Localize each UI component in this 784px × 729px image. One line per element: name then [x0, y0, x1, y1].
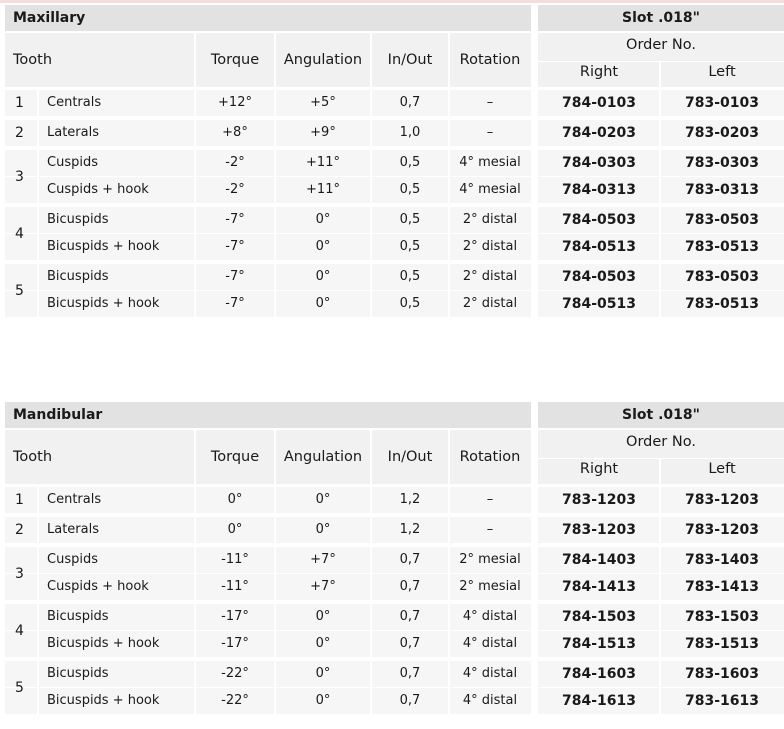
order-row	[538, 207, 784, 233]
column-divider	[659, 234, 661, 260]
header-torque: Torque	[210, 52, 260, 68]
column-divider	[274, 33, 276, 87]
order-row	[538, 90, 784, 116]
tooth-name: Cuspids + hook	[47, 579, 149, 594]
tooth-number: 1	[15, 95, 24, 111]
order-right: 783-1203	[562, 522, 636, 538]
column-divider	[659, 661, 661, 687]
column-divider	[448, 547, 450, 573]
header-inout: In/Out	[387, 52, 433, 68]
torque-value: -2°	[225, 155, 245, 170]
column-divider	[659, 604, 661, 630]
order-row	[538, 291, 784, 317]
section-title: Mandibular	[5, 402, 531, 428]
column-divider	[659, 631, 661, 657]
order-left: 783-1203	[685, 492, 759, 508]
order-left: 783-0513	[685, 296, 759, 312]
torque-value: 0°	[227, 492, 243, 507]
order-left: 783-1513	[685, 636, 759, 652]
tooth-name: Laterals	[47, 522, 99, 537]
inout-value: 0,7	[399, 693, 421, 708]
column-divider	[448, 90, 450, 116]
tooth-number: 4	[15, 623, 24, 639]
column-divider	[274, 291, 276, 317]
column-divider	[448, 177, 450, 203]
torque-value: -7°	[225, 296, 245, 311]
header-order-no: Order No.	[626, 37, 696, 53]
header-left: Left	[708, 64, 736, 80]
table-row	[5, 547, 531, 573]
tooth-name: Bicuspids	[47, 666, 109, 681]
order-header	[538, 430, 784, 484]
table-row	[5, 517, 531, 543]
angulation-value: 0°	[315, 609, 331, 624]
column-divider	[370, 517, 372, 543]
angulation-value: 0°	[315, 269, 331, 284]
column-divider	[274, 688, 276, 714]
top-rule	[0, 0, 784, 3]
column-divider	[448, 487, 450, 513]
column-divider	[448, 631, 450, 657]
column-divider	[274, 177, 276, 203]
rotation-value: 4° distal	[462, 666, 518, 681]
column-divider	[370, 177, 372, 203]
tooth-name: Cuspids	[47, 155, 98, 170]
column-divider	[659, 487, 661, 513]
order-right: 784-0313	[562, 182, 636, 198]
inout-value: 0,7	[399, 95, 421, 110]
tooth-number: 5	[15, 680, 24, 696]
column-divider	[370, 430, 372, 484]
tooth-name: Bicuspids	[47, 212, 109, 227]
column-divider	[274, 661, 276, 687]
angulation-value: 0°	[315, 212, 331, 227]
angulation-value: 0°	[315, 636, 331, 651]
order-left: 783-0513	[685, 239, 759, 255]
column-divider	[274, 604, 276, 630]
torque-value: -7°	[225, 212, 245, 227]
rotation-value: 4° distal	[462, 636, 518, 651]
column-divider	[370, 574, 372, 600]
tooth-number: 1	[15, 492, 24, 508]
inout-value: 0,7	[399, 609, 421, 624]
column-divider	[370, 150, 372, 176]
column-divider	[370, 234, 372, 260]
angulation-value: +7°	[310, 579, 336, 594]
torque-value: -7°	[225, 239, 245, 254]
tooth-number: 2	[15, 522, 24, 538]
table-row	[5, 688, 531, 714]
tooth-name: Bicuspids	[47, 609, 109, 624]
header-inout: In/Out	[387, 449, 433, 465]
column-divider	[37, 487, 39, 513]
order-left: 783-1203	[685, 522, 759, 538]
tooth-name: Bicuspids	[47, 269, 109, 284]
tooth-number: 3	[15, 566, 24, 582]
order-row	[538, 661, 784, 687]
rotation-value: –	[486, 492, 494, 507]
rotation-value: 4° distal	[462, 693, 518, 708]
tooth-number: 3	[15, 169, 24, 185]
order-left: 783-1403	[685, 552, 759, 568]
column-divider	[37, 688, 39, 714]
column-divider	[194, 574, 196, 600]
inout-value: 0,5	[399, 269, 421, 284]
column-divider	[659, 574, 661, 600]
order-right: 784-1413	[562, 579, 636, 595]
order-left: 783-1603	[685, 666, 759, 682]
column-divider	[448, 120, 450, 146]
tooth-name: Centrals	[47, 95, 102, 110]
column-divider	[194, 631, 196, 657]
order-divider	[538, 61, 784, 62]
torque-value: +8°	[222, 125, 248, 140]
rotation-value: 2° distal	[462, 239, 518, 254]
tooth-name: Bicuspids + hook	[47, 693, 160, 708]
table-row	[5, 604, 531, 630]
column-divider	[274, 430, 276, 484]
order-row	[538, 234, 784, 260]
column-divider	[274, 264, 276, 290]
column-divider	[448, 574, 450, 600]
rotation-value: 4° mesial	[459, 182, 521, 197]
table-row	[5, 291, 531, 317]
torque-value: -11°	[221, 579, 249, 594]
angulation-value: +7°	[310, 552, 336, 567]
column-divider	[370, 547, 372, 573]
column-divider	[194, 150, 196, 176]
order-left: 783-0303	[685, 155, 759, 171]
order-left: 783-0503	[685, 269, 759, 285]
torque-value: -7°	[225, 269, 245, 284]
torque-value: -17°	[221, 609, 249, 624]
angulation-value: 0°	[315, 693, 331, 708]
angulation-value: 0°	[315, 239, 331, 254]
rotation-value: –	[486, 522, 494, 537]
order-row	[538, 150, 784, 176]
column-divider	[659, 90, 661, 116]
inout-value: 0,7	[399, 552, 421, 567]
order-divider	[538, 458, 784, 459]
slot-title: Slot .018"	[538, 5, 784, 31]
angulation-value: 0°	[315, 492, 331, 507]
column-divider	[37, 207, 39, 233]
tooth-number: 4	[15, 226, 24, 242]
column-divider	[370, 264, 372, 290]
column-divider	[448, 150, 450, 176]
order-row	[538, 487, 784, 513]
column-divider	[274, 547, 276, 573]
column-divider	[37, 604, 39, 630]
torque-value: 0°	[227, 522, 243, 537]
inout-value: 1,2	[399, 492, 421, 507]
table-row	[5, 177, 531, 203]
order-left: 783-0313	[685, 182, 759, 198]
column-divider	[37, 631, 39, 657]
table-row	[5, 574, 531, 600]
header-tooth: Tooth	[13, 449, 53, 465]
rotation-value: 2° mesial	[459, 552, 521, 567]
column-divider	[370, 604, 372, 630]
column-divider	[274, 517, 276, 543]
order-header	[538, 33, 784, 87]
header-right: Right	[579, 64, 619, 80]
torque-value: +12°	[218, 95, 252, 110]
table-row	[5, 487, 531, 513]
table-row	[5, 90, 531, 116]
order-right: 783-1203	[562, 492, 636, 508]
column-divider	[448, 291, 450, 317]
rotation-value: –	[486, 125, 494, 140]
order-right: 784-1403	[562, 552, 636, 568]
header-rotation: Rotation	[459, 52, 521, 68]
header-order-no: Order No.	[626, 434, 696, 450]
order-right: 784-0513	[562, 239, 636, 255]
column-divider	[659, 207, 661, 233]
tooth-name: Centrals	[47, 492, 102, 507]
order-right: 784-0503	[562, 212, 636, 228]
order-right: 784-0203	[562, 125, 636, 141]
order-left: 783-1613	[685, 693, 759, 709]
column-divider	[194, 177, 196, 203]
tooth-name: Laterals	[47, 125, 99, 140]
column-divider	[194, 487, 196, 513]
column-divider	[370, 688, 372, 714]
order-right: 784-0513	[562, 296, 636, 312]
torque-value: -22°	[221, 693, 249, 708]
header-right: Right	[579, 461, 619, 477]
rotation-value: –	[486, 95, 494, 110]
order-row	[538, 177, 784, 203]
inout-value: 0,7	[399, 636, 421, 651]
column-divider	[659, 120, 661, 146]
inout-value: 0,7	[399, 579, 421, 594]
column-divider	[194, 661, 196, 687]
column-divider	[370, 33, 372, 87]
column-header-row	[5, 430, 531, 484]
column-divider	[37, 234, 39, 260]
column-divider	[37, 547, 39, 573]
angulation-value: 0°	[315, 296, 331, 311]
column-divider	[370, 90, 372, 116]
angulation-value: 0°	[315, 666, 331, 681]
order-right: 784-0303	[562, 155, 636, 171]
tooth-number: 5	[15, 283, 24, 299]
tooth-name: Cuspids + hook	[47, 182, 149, 197]
column-divider	[370, 291, 372, 317]
order-left: 783-0503	[685, 212, 759, 228]
column-header-row	[5, 33, 531, 87]
table-row	[5, 234, 531, 260]
column-divider	[194, 264, 196, 290]
order-row	[538, 604, 784, 630]
column-divider	[37, 661, 39, 687]
column-divider	[274, 234, 276, 260]
column-divider	[194, 234, 196, 260]
header-rotation: Rotation	[459, 449, 521, 465]
column-divider	[37, 90, 39, 116]
column-divider	[370, 661, 372, 687]
column-divider	[659, 291, 661, 317]
column-divider	[37, 291, 39, 317]
column-divider	[659, 458, 661, 484]
column-divider	[448, 517, 450, 543]
order-right: 784-1503	[562, 609, 636, 625]
order-row	[538, 547, 784, 573]
column-divider	[194, 207, 196, 233]
column-divider	[448, 207, 450, 233]
column-divider	[274, 487, 276, 513]
header-left: Left	[708, 461, 736, 477]
table-row	[5, 631, 531, 657]
column-divider	[370, 120, 372, 146]
column-divider	[194, 604, 196, 630]
header-angulation: Angulation	[283, 449, 363, 465]
header-torque: Torque	[210, 449, 260, 465]
column-divider	[37, 517, 39, 543]
column-divider	[274, 120, 276, 146]
inout-value: 1,0	[399, 125, 421, 140]
tooth-number: 2	[15, 125, 24, 141]
inout-value: 1,2	[399, 522, 421, 537]
angulation-value: 0°	[315, 522, 331, 537]
rotation-value: 2° distal	[462, 269, 518, 284]
rotation-value: 4° mesial	[459, 155, 521, 170]
order-row	[538, 264, 784, 290]
column-divider	[448, 604, 450, 630]
column-divider	[37, 120, 39, 146]
torque-value: -22°	[221, 666, 249, 681]
order-row	[538, 120, 784, 146]
column-divider	[194, 33, 196, 87]
column-divider	[448, 661, 450, 687]
torque-value: -17°	[221, 636, 249, 651]
rotation-value: 2° distal	[462, 296, 518, 311]
column-divider	[194, 517, 196, 543]
angulation-value: +11°	[306, 155, 340, 170]
order-right: 784-0103	[562, 95, 636, 111]
column-divider	[274, 90, 276, 116]
column-divider	[659, 688, 661, 714]
column-divider	[37, 264, 39, 290]
angulation-value: +5°	[310, 95, 336, 110]
torque-value: -11°	[221, 552, 249, 567]
column-divider	[659, 264, 661, 290]
column-divider	[194, 688, 196, 714]
order-left: 783-1413	[685, 579, 759, 595]
column-divider	[448, 264, 450, 290]
table-row	[5, 661, 531, 687]
angulation-value: +9°	[310, 125, 336, 140]
header-angulation: Angulation	[283, 52, 363, 68]
column-divider	[194, 291, 196, 317]
order-right: 784-1613	[562, 693, 636, 709]
tooth-name: Bicuspids + hook	[47, 636, 160, 651]
inout-value: 0,5	[399, 296, 421, 311]
order-left: 783-0203	[685, 125, 759, 141]
column-divider	[370, 631, 372, 657]
table-row	[5, 120, 531, 146]
column-divider	[37, 574, 39, 600]
order-row	[538, 574, 784, 600]
table-row	[5, 264, 531, 290]
rotation-value: 2° distal	[462, 212, 518, 227]
column-divider	[659, 150, 661, 176]
order-right: 784-1603	[562, 666, 636, 682]
order-right: 784-0503	[562, 269, 636, 285]
column-divider	[659, 61, 661, 87]
rotation-value: 2° mesial	[459, 579, 521, 594]
angulation-value: +11°	[306, 182, 340, 197]
column-divider	[274, 631, 276, 657]
slot-title: Slot .018"	[538, 402, 784, 428]
order-right: 784-1513	[562, 636, 636, 652]
order-left: 783-0103	[685, 95, 759, 111]
column-divider	[194, 90, 196, 116]
column-divider	[37, 177, 39, 203]
column-divider	[659, 547, 661, 573]
inout-value: 0,5	[399, 239, 421, 254]
column-divider	[194, 547, 196, 573]
column-divider	[274, 207, 276, 233]
order-left: 783-1503	[685, 609, 759, 625]
column-divider	[448, 430, 450, 484]
column-divider	[370, 207, 372, 233]
column-divider	[274, 150, 276, 176]
tooth-name: Bicuspids + hook	[47, 296, 160, 311]
inout-value: 0,5	[399, 155, 421, 170]
rotation-value: 4° distal	[462, 609, 518, 624]
tooth-name: Cuspids	[47, 552, 98, 567]
column-divider	[448, 234, 450, 260]
tooth-name: Bicuspids + hook	[47, 239, 160, 254]
column-divider	[194, 430, 196, 484]
table-row	[5, 150, 531, 176]
table-row	[5, 207, 531, 233]
column-divider	[370, 487, 372, 513]
column-divider	[659, 517, 661, 543]
section-title: Maxillary	[5, 5, 531, 31]
column-divider	[37, 150, 39, 176]
column-divider	[448, 33, 450, 87]
inout-value: 0,5	[399, 212, 421, 227]
order-row	[538, 688, 784, 714]
header-tooth: Tooth	[13, 52, 53, 68]
inout-value: 0,7	[399, 666, 421, 681]
order-row	[538, 631, 784, 657]
column-divider	[659, 177, 661, 203]
inout-value: 0,5	[399, 182, 421, 197]
column-divider	[274, 574, 276, 600]
order-row	[538, 517, 784, 543]
column-divider	[194, 120, 196, 146]
column-divider	[448, 688, 450, 714]
torque-value: -2°	[225, 182, 245, 197]
